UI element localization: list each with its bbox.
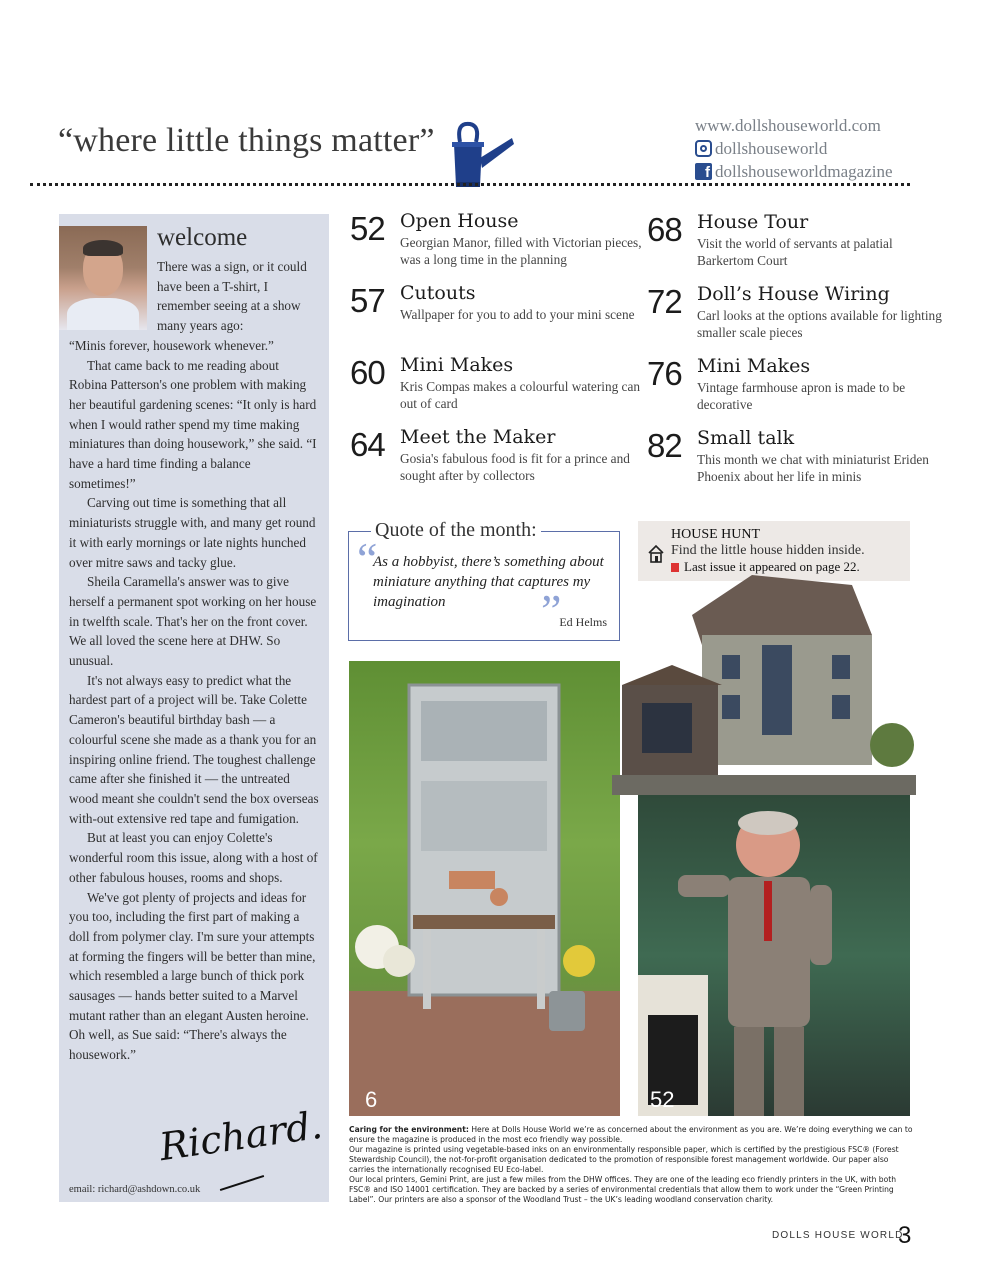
quote-author: Ed Helms bbox=[559, 615, 607, 629]
contents-title: Mini Makes bbox=[400, 354, 514, 376]
contents-description: Wallpaper for you to add to your mini scene bbox=[400, 307, 635, 322]
contents-description: Georgian Manor, filled with Victorian pieces, was a long time in the planning bbox=[400, 235, 642, 267]
contents-title: Doll’s House Wiring bbox=[697, 283, 890, 305]
contents-page-number: 82 bbox=[647, 427, 682, 464]
contents-page-number: 64 bbox=[350, 426, 385, 463]
environment-text: Our magazine is printed using vegetable-based inks on an environmentally responsible paper, which is certified by the prestigious FSC® (Forest Stewardship Council), the not-for-profit organisation dedicated to the promotion of responsible forest management worldwide. Our paper also carries the internationally recognised EU Eco-label. bbox=[349, 1145, 899, 1174]
welcome-column bbox=[59, 214, 329, 1202]
contents-page-number: 60 bbox=[350, 354, 385, 391]
contents-description: Vintage farmhouse apron is made to be decorative bbox=[697, 380, 906, 412]
photo-page-number: 6 bbox=[365, 1087, 378, 1112]
facebook-handle[interactable]: dollshouseworldmagazine bbox=[715, 162, 893, 181]
welcome-paragraph: Sheila Caramella's answer was to give herself a permanent spot working on her house in twelfth scale. That's her on the front cover. We all loved the scene here at DHW. So unusual. bbox=[69, 574, 317, 669]
contents-title: Mini Makes bbox=[697, 355, 811, 377]
instagram-icon bbox=[695, 140, 712, 157]
welcome-body bbox=[69, 257, 319, 1065]
potting-bench-photo bbox=[349, 661, 620, 1116]
photo-page-number: 52 bbox=[650, 1087, 675, 1112]
contents-description: Gosia's fabulous food is fit for a prince and sought after by collectors bbox=[400, 451, 630, 483]
contents-title: Meet the Maker bbox=[400, 426, 556, 448]
social-links bbox=[695, 114, 893, 183]
environment-notice bbox=[349, 1125, 914, 1205]
contents-title: House Tour bbox=[697, 211, 809, 233]
editor-signature: Richard. bbox=[156, 1102, 326, 1170]
watering-can-icon bbox=[446, 118, 516, 190]
dotted-divider bbox=[30, 183, 910, 187]
quote-box bbox=[348, 519, 620, 641]
potting-bench-illustration bbox=[349, 661, 620, 1116]
contents-description: Kris Compas makes a colourful watering can out of card bbox=[400, 379, 641, 411]
manor-house-photo bbox=[612, 575, 916, 795]
welcome-paragraph: Carving out time is something that all miniaturists struggle with, and many get round it with early mornings or late nights hunched over mitre saws and tacky glue. bbox=[69, 495, 316, 570]
editor-email[interactable]: email: richard@ashdown.co.uk bbox=[69, 1184, 201, 1195]
environment-text: Our local printers, Gemini Print, are just a few miles from the DHW offices. They are one of the leading eco friendly printers in the UK, with both FSC® and ISO 14001 certification. They are backed by a series of environmental credentials that allow them to work under the “Green Printing Label”. Our printers are also a sponsor of the Woodland Trust – the UK’s leading woodland conservation charity. bbox=[349, 1175, 897, 1204]
welcome-paragraph: That came back to me reading about Robina Patterson's one problem with making her beautiful gardening scenes: “It only is hard when I would rather spend my time making miniatures than doing housework,” she said. “I have a hard time finding a balance sometimes!” bbox=[69, 357, 317, 491]
welcome-heading: welcome bbox=[157, 224, 248, 251]
house-hunt-last-issue: Last issue it appeared on page 22. bbox=[671, 559, 860, 575]
open-quote-mark: “ bbox=[357, 533, 378, 584]
environment-label: Caring for the environment: bbox=[349, 1125, 469, 1134]
quote-text: As a hobbyist, there’s something about miniature anything that captures my imagination bbox=[373, 554, 604, 610]
house-icon bbox=[648, 545, 664, 563]
welcome-paragraph: “Minis forever, housework whenever.” bbox=[69, 337, 274, 353]
house-hunt-instruction: Find the little house hidden inside. bbox=[671, 543, 865, 558]
welcome-lead: There was a sign, or it could have been a T-shirt, I remember seeing at a show many years ago: bbox=[157, 259, 307, 334]
contents-page-number: 52 bbox=[350, 210, 385, 247]
quote-heading: Quote of the month: bbox=[371, 519, 541, 542]
environment-text: Here at Dolls House World we’re as concerned about the environment as you are. We’re doing everything we can to ensure the magazine is produced in the most eco friendly way possible. bbox=[349, 1125, 913, 1144]
signature-underline bbox=[220, 1175, 264, 1191]
house-hunt-heading: HOUSE HUNT bbox=[671, 527, 761, 542]
footer-page-number: 3 bbox=[898, 1222, 912, 1249]
house-hunt-box bbox=[638, 521, 910, 581]
welcome-paragraph: We've got plenty of projects and ideas for you too, including the first part of making a doll from polymer clay. I'm sure your attempts at forming the fingers will be better than mine, which resembled a large bunch of thick pork sausages — hands better suited to a Marvel mutant rather than an elegant Austen heroine. Oh well, as Sue said: “There's always the housework.” bbox=[69, 889, 316, 1063]
website-link[interactable]: www.dollshouseworld.com bbox=[695, 116, 881, 135]
contents-page-number: 76 bbox=[647, 355, 682, 392]
contents-title: Small talk bbox=[697, 427, 795, 449]
contents-description: Carl looks at the options available for lighting smaller scale pieces bbox=[697, 308, 942, 340]
editor-photo bbox=[59, 226, 147, 330]
tagline: “where little things matter” bbox=[58, 122, 435, 159]
facebook-icon: f bbox=[695, 163, 712, 180]
contents-description: This month we chat with miniaturist Eriden Phoenix about her life in minis bbox=[697, 452, 929, 484]
footer-magazine-name: DOLLS HOUSE WORLD bbox=[772, 1230, 904, 1241]
contents-title: Cutouts bbox=[400, 282, 476, 304]
close-quote-mark: ” bbox=[541, 585, 562, 636]
manor-house-illustration bbox=[612, 575, 916, 795]
gentleman-doll-illustration bbox=[638, 795, 910, 1116]
gentleman-doll-photo bbox=[638, 795, 910, 1116]
welcome-paragraph: It's not always easy to predict what the hardest part of a project will be. Take Colette Cameron's beautiful birthday bash — a colourful scene she made as a thank you for an inspiring online friend. The toughest challenge came after she finished it — the untreated wood meant she couldn't send the box overseas with-out extensive red tape and fumigation. bbox=[69, 672, 319, 826]
contents-page-number: 57 bbox=[350, 282, 385, 319]
contents-title: Open House bbox=[400, 210, 519, 232]
contents-page-number: 68 bbox=[647, 211, 682, 248]
contents-description: Visit the world of servants at palatial Barkertom Court bbox=[697, 236, 893, 268]
instagram-handle[interactable]: dollshouseworld bbox=[715, 139, 828, 158]
welcome-paragraph: But at least you can enjoy Colette's wonderful room this issue, along with a host of other fabulous houses, rooms and shops. bbox=[69, 830, 318, 885]
contents-page-number: 72 bbox=[647, 283, 682, 320]
